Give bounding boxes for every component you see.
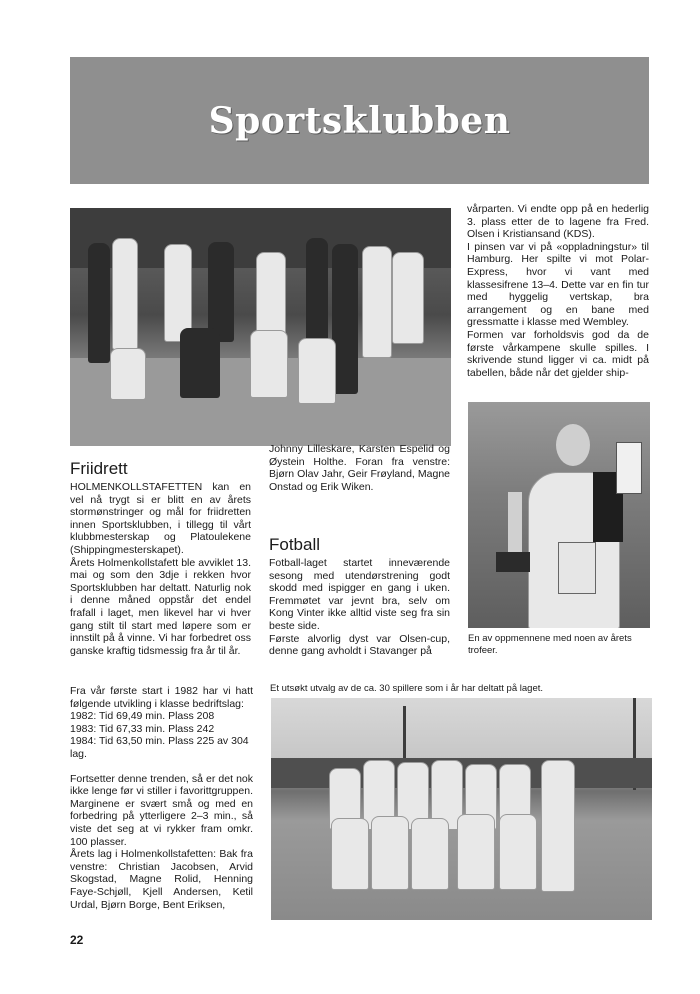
paragraph: vårparten. Vi endte opp på en hederlig 3. plass etter de to lagene fra Fred. Olsen i Kristiansand (KDS). — [467, 203, 649, 241]
paragraph: Fortsetter denne trenden, så er det nok ikke lenge før vi stiller i favorittgruppen. Marginene er svært små og med en forbedring på ytterligere 2–3 min., så viste det seg at vi rykker fram omkr. 100 plasser. — [70, 772, 253, 848]
result-1982: 1982: Tid 69,49 min. Plass 208 — [70, 710, 215, 723]
paragraph: Formen var forholdsvis god da de første vårkampene skulle spilles. I skrivende stund ligger vi ca. midt på tabellen, både når det gjelder ship- — [467, 328, 649, 379]
friidrett-text-column — [70, 481, 251, 657]
trophy-caption: En av oppmennene med noen av årets trofeer. — [468, 633, 632, 656]
title-banner — [70, 57, 649, 184]
page-title: Sportsklubben — [208, 99, 511, 142]
football-team-photo — [271, 698, 652, 920]
paragraph: I pinsen var vi på «oppladningstur» til Hamburg. Her spilte vi mot Polar-Express, hvor vi vant med klassesifrene 13–4. Dette var en fin tur med hyggelig vertskap, bra arrangement og en bane med gressmatte i klasse med Wembley. — [467, 240, 649, 329]
paragraph: Årets lag i Holmenkollstafetten: Bak fra venstre: Christian Jacobsen, Arvid Skogstad, Magne Rolid, Henning Faye-Schjøll, Kjell Andersen, Ketil Urdal, Bjørn Borge, Bent Eriksen, — [70, 848, 253, 911]
paragraph: Johnny Lilleskare, Karsten Espelid og Øystein Holthe. Foran fra venstre: Bjørn Olav Jahr, Geir Frøyland, Magne Onstad og Erik Wiken. — [269, 443, 450, 493]
section-heading-fotball: Fotball — [269, 535, 321, 554]
trophy-photo — [468, 402, 650, 628]
result-1983: 1983: Tid 67,33 min. Plass 242 — [70, 722, 215, 735]
fotball-text-column — [269, 557, 450, 658]
paragraph: Fra vår første start i 1982 har vi hatt følgende utvikling i klasse bedriftslag: — [70, 685, 253, 710]
right-text-column — [467, 203, 649, 379]
paragraph: HOLMENKOLLSTAFETTEN kan en vel nå trygt si er blitt en av årets stormønstringer og mål for friidretten innen Sportsklubben, i tillegg til vårt klubbmesterskap og Platoulekene (Shippingmesterskapet). — [70, 481, 251, 556]
paragraph: Første alvorlig dyst var Olsen-cup, denne gang avholdt i Stavanger på — [269, 632, 450, 658]
football-caption: Et utsøkt utvalg av de ca. 30 spillere som i år har deltatt på laget. — [270, 683, 543, 694]
paragraph: Årets Holmenkollstafett ble avviklet 13. mai og som den 3dje i rekken hvor Sportsklubben har deltatt. Naturlig nok i denne måned oppstår det endel frafall i laget, men likevel har vi hver gang stilt til start med løpere som er innstilt på å vinne. Vi har forbedret oss ganske kraftig tidsmessig fra år til år. — [70, 556, 251, 657]
team-names-text — [269, 443, 450, 493]
section-heading-friidrett: Friidrett — [70, 459, 128, 478]
paragraph: Fotball-laget startet inneværende sesong med utendørstrening godt skodd med ispigger en gang i uken. Fremmøtet var jevnt bra, selv om Kong Vinter ikke alltid viste seg fra sin beste side. — [269, 557, 450, 632]
team-photo — [70, 208, 451, 446]
result-1984: 1984: Tid 63,50 min. Plass 225 av 304 lag. — [70, 735, 249, 760]
friidrett-results-column — [70, 685, 253, 911]
page-number: 22 — [70, 933, 84, 947]
